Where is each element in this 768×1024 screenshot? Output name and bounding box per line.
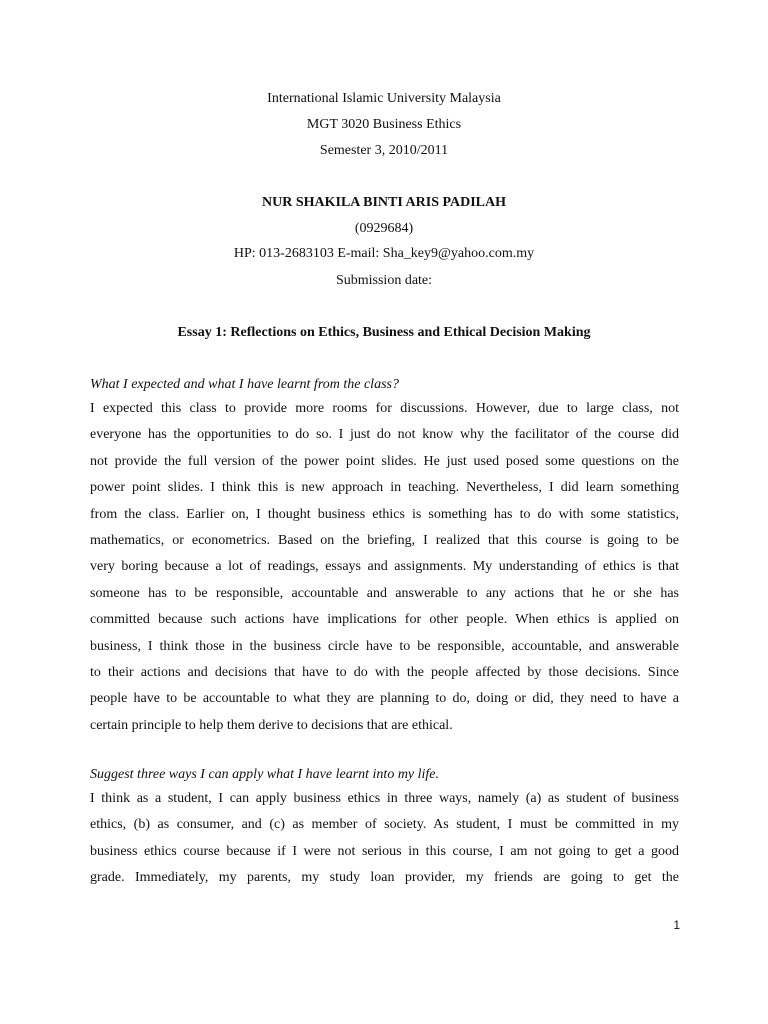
essay-title: Essay 1: Reflections on Ethics, Business and Ethical Decision Making	[177, 325, 591, 340]
text-line: not provide the full version of the power point slides. He just used posed some questions on the	[90, 453, 679, 469]
text-line: someone has to be responsible, accountable and answerable to any actions that he or she has	[90, 585, 679, 601]
section-body-apply	[90, 786, 679, 892]
contact-info: HP: 013-2683103 E-mail: Sha_key9@yahoo.com.my	[233, 246, 535, 261]
course-name: MGT 3020 Business Ethics	[306, 117, 462, 132]
section-heading-expectations: What I expected and what I have learnt from the class?	[90, 377, 399, 392]
student-id: (0929684)	[354, 221, 414, 236]
page-number: 1	[673, 918, 680, 932]
text-line: very boring because a lot of readings, essays and assignments. My understanding of ethics is that	[90, 559, 679, 575]
text-line: certain principle to help them derive to decisions that are ethical.	[90, 717, 453, 733]
text-line: grade. Immediately, my parents, my study loan provider, my friends are going to get the	[90, 870, 679, 886]
semester: Semester 3, 2010/2011	[319, 143, 449, 158]
text-line: committed because such actions have implications for other people. When ethics is applied on	[90, 612, 679, 628]
university-name: International Islamic University Malaysia	[267, 91, 501, 106]
text-line: from the class. Earlier on, I thought business ethics is something has to do with some statistics,	[90, 506, 679, 522]
text-line: business, I think those in the business circle have to be responsible, accountable, and answerable	[90, 638, 679, 654]
text-line: to their actions and decisions that have to do with the people affected by those decisions. Since	[90, 664, 679, 680]
submission-date: Submission date:	[335, 273, 433, 288]
text-line: mathematics, or econometrics. Based on the briefing, I realized that this course is going to be	[90, 532, 679, 548]
text-line: ethics, (b) as consumer, and (c) as member of society. As student, I must be committed in my	[90, 817, 679, 833]
student-name: NUR SHAKILA BINTI ARIS PADILAH	[261, 195, 506, 210]
text-line: business ethics course because if I were not serious in this course, I am not going to get a good	[90, 843, 679, 859]
text-line: everyone has the opportunities to do so. I just do not know why the facilitator of the course did	[90, 427, 679, 443]
text-line: people have to be accountable to what they are planning to do, doing or did, they need to have a	[90, 691, 679, 707]
text-line: I expected this class to provide more rooms for discussions. However, due to large class, not	[90, 401, 679, 416]
section-heading-apply: Suggest three ways I can apply what I have learnt into my life.	[90, 767, 440, 782]
section-body-expectations	[90, 396, 679, 739]
text-line: power point slides. I think this is new approach in teaching. Nevertheless, I did learn something	[90, 480, 679, 496]
text-line: I think as a student, I can apply business ethics in three ways, namely (a) as student of business	[90, 791, 679, 806]
